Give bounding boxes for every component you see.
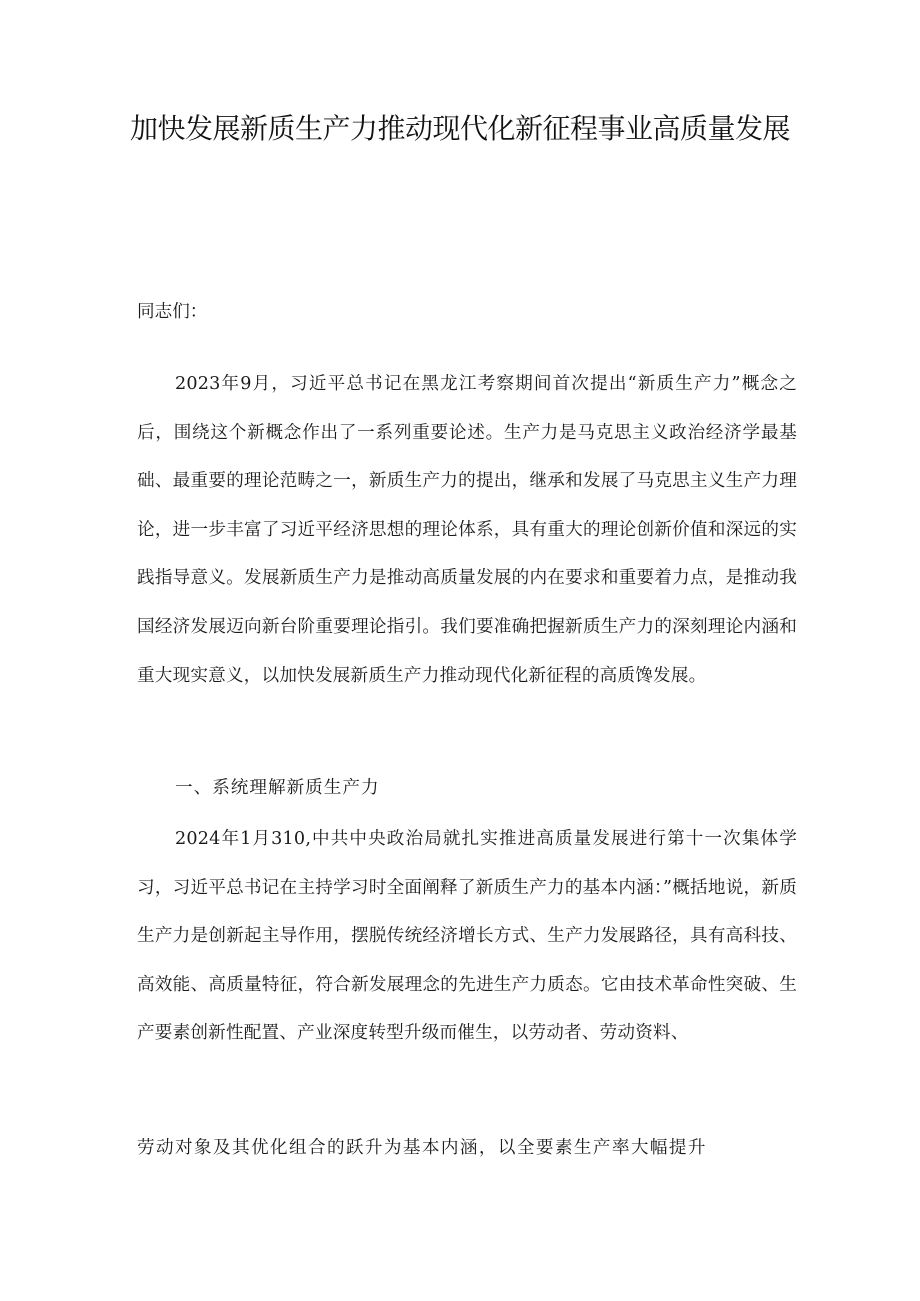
body-paragraph: 2024年1月310,中共中央政治局就扎实推进高质量发展进行第十一次集体学习，习近平总书记在主持学习时全面阐释了新质生产力的基本内涵：”概括地说，新质生产力是创新起主导作用，摆脱传统经济增长方式、生产力发展路径，具有高科技、高效能、高质量特征，符合新发展理念的先进生产力质态。它由技术革命性突破、生产要素创新性配置、产业深度转型升级而催生，以劳动者、劳动资料、 xyxy=(137,829,797,1044)
body-paragraph: 2023年9月，习近平总书记在黑龙江考察期间首次提出“新质生产力”概念之后，围绕这个新概念作出了一系列重要论述。生产力是马克思主义政治经济学最基础、最重要的理论范畴之一，新质生产力的提出，继承和发展了马克思主义生产力理论，进一步丰富了习近平经济思想的理论体系，具有重大的理论创新价值和深远的实践指导意义。发展新质生产力是推动高质量发展的内在要求和重要着力点，是推动我国经济发展迈向新台阶重要理论指引。我们要准确把握新质生产力的深刻理论内涵和重大现实意义，以加快发展新质生产力推动现代化新征程的高质馋发展。 xyxy=(137,374,797,686)
body-paragraph-continued: 劳动对象及其优化组合的跃升为基本内涵，以全要素生产率大幅提升 xyxy=(137,1138,707,1158)
section-heading: 一、系统理解新质生产力 xyxy=(175,778,380,798)
document-title: 加快发展新质生产力推动现代化新征程事业高质量发展 xyxy=(129,112,790,145)
salutation: 同志们： xyxy=(137,302,208,322)
